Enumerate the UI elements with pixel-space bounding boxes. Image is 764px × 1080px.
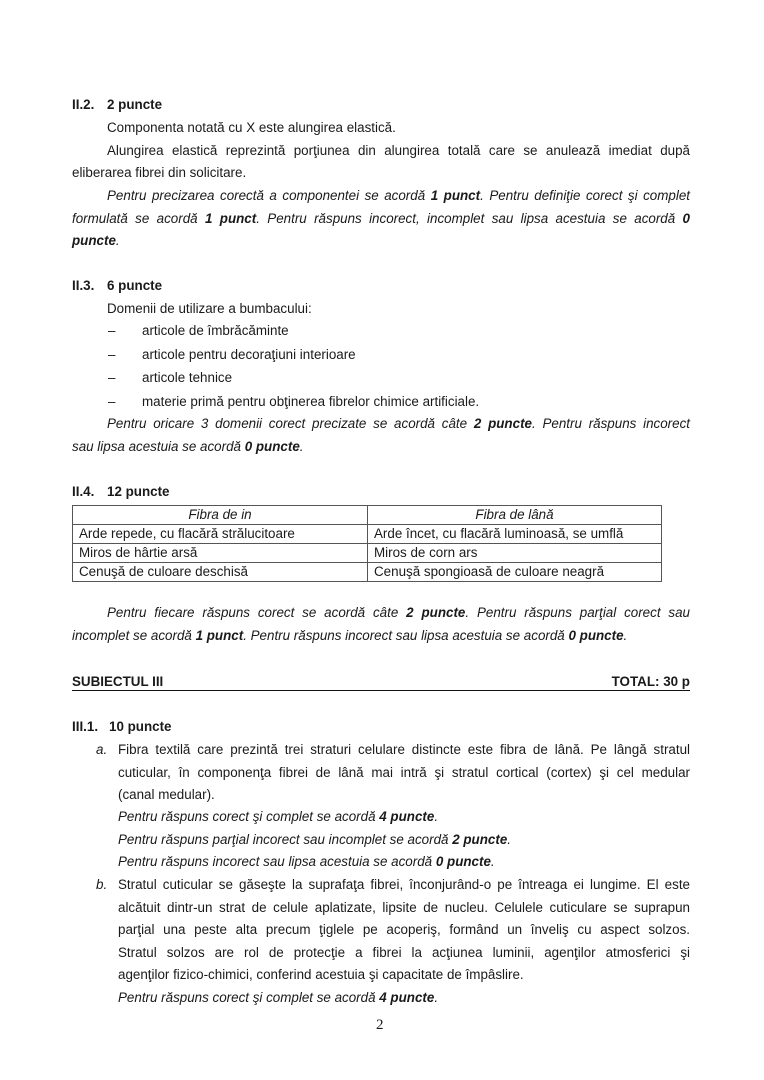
question-points: 12 puncte: [107, 484, 170, 499]
question-heading-iii-1: [72, 718, 172, 736]
grading-note: Pentru răspuns incorect sau lipsa acestuia se acordă 0 puncte.: [118, 854, 495, 869]
table-row: [73, 525, 662, 544]
table-row: [73, 544, 662, 563]
grading-note: Pentru fiecare răspuns corect se acordă câte 2 puncte. Pentru răspuns parţial corect sau: [107, 605, 690, 620]
answer-text: agenţilor fizico-chimici, conferind acestuia şi capacitate de împâslire.: [118, 967, 524, 982]
answer-text: Domenii de utilizare a bumbacului:: [107, 301, 312, 316]
question-heading-ii-2: [72, 96, 162, 114]
answer-text: cuticular, în componenţa fibrei de lână mai intră şi stratul cortical (cortex) şi cel medular: [118, 765, 690, 780]
table-cell: Cenuşă de culoare deschisă: [73, 563, 368, 582]
question-heading-ii-3: [72, 277, 162, 295]
dash-bullet-icon: –: [108, 323, 116, 338]
question-number: II.3.: [72, 278, 95, 293]
grading-note: Pentru răspuns corect şi complet se acordă 4 puncte.: [118, 990, 439, 1005]
table-header: Fibra de in: [73, 506, 368, 525]
answer-text: eliberarea fibrei din solicitare.: [72, 165, 247, 180]
dash-bullet-icon: –: [108, 394, 116, 409]
item-label-a: a.: [96, 742, 108, 757]
table-row: [73, 563, 662, 582]
grading-note: Pentru răspuns corect şi complet se acordă 4 puncte.: [118, 809, 439, 824]
question-heading-ii-4: [72, 483, 170, 501]
table-cell: Arde repede, cu flacără strălucitoare: [73, 525, 368, 544]
grading-note: puncte.: [72, 233, 120, 248]
question-number: III.1.: [72, 719, 99, 734]
answer-text: (canal medular).: [118, 787, 215, 802]
table-cell: Miros de hârtie arsă: [73, 544, 368, 563]
section-total: TOTAL: 30 p: [611, 674, 690, 689]
page-number: 2: [376, 1017, 384, 1033]
answer-text: alcătuit dintr-un strat de celule aplatizate, lipsite de nucleu. Celulele cuticulare se suprapun: [118, 900, 690, 915]
question-points: 10 puncte: [109, 719, 172, 734]
question-points: 2 puncte: [107, 97, 163, 112]
item-label-b: b.: [96, 877, 108, 892]
answer-text: Fibra textilă care prezintă trei straturi celulare distincte este fibra de lână. Pe lângă stratul: [118, 742, 690, 757]
table-header: Fibra de lână: [368, 506, 662, 525]
answer-text: Alungirea elastică reprezintă porţiunea din alungirea totală care se anulează imediat după: [107, 143, 690, 158]
answer-text: Stratul cuticular se găseşte la suprafaţa fibrei, înconjurând-o pe întreaga ei lungime. El este: [118, 877, 690, 892]
grading-note: Pentru precizarea corectă a componentei se acordă 1 punct. Pentru definiţie corect şi complet: [107, 188, 690, 203]
fiber-comparison-table: [72, 505, 662, 582]
dash-bullet-icon: –: [108, 347, 116, 362]
table-cell: Miros de corn ars: [368, 544, 662, 563]
answer-text: parţial una peste alta precum ţiglele pe acoperiş, formând un înveliş cu aspect solzos.: [118, 922, 690, 937]
grading-note: Pentru oricare 3 domenii corect precizate se acordă câte 2 puncte. Pentru răspuns incorect: [107, 416, 690, 431]
grading-note: incomplet se acordă 1 punct. Pentru răspuns incorect sau lipsa acestuia se acordă 0 puncte.: [72, 628, 628, 643]
question-number: II.2.: [72, 97, 95, 112]
grading-note: Pentru răspuns parţial incorect sau incomplet se acordă 2 puncte.: [118, 832, 511, 847]
grading-note: sau lipsa acestuia se acordă 0 puncte.: [72, 439, 304, 454]
table-cell: Arde încet, cu flacără luminoasă, se umflă: [368, 525, 662, 544]
table-header-row: [73, 506, 662, 525]
question-points: 6 puncte: [107, 278, 163, 293]
section-heading: [72, 673, 690, 691]
grading-note: formulată se acordă 1 punct. Pentru răspuns incorect, incomplet sau lipsa acestuia se acordă 0: [72, 211, 690, 226]
answer-text: Componenta notată cu X este alungirea elastică.: [107, 120, 396, 135]
table-cell: Cenuşă spongioasă de culoare neagră: [368, 563, 662, 582]
section-title: SUBIECTUL III: [72, 674, 164, 689]
dash-bullet-icon: –: [108, 370, 116, 385]
answer-text: Stratul solzos are rol de protecţie a fibrei la acţiunea luminii, agenţilor atmosferici şi: [118, 945, 690, 960]
question-number: II.4.: [72, 484, 95, 499]
